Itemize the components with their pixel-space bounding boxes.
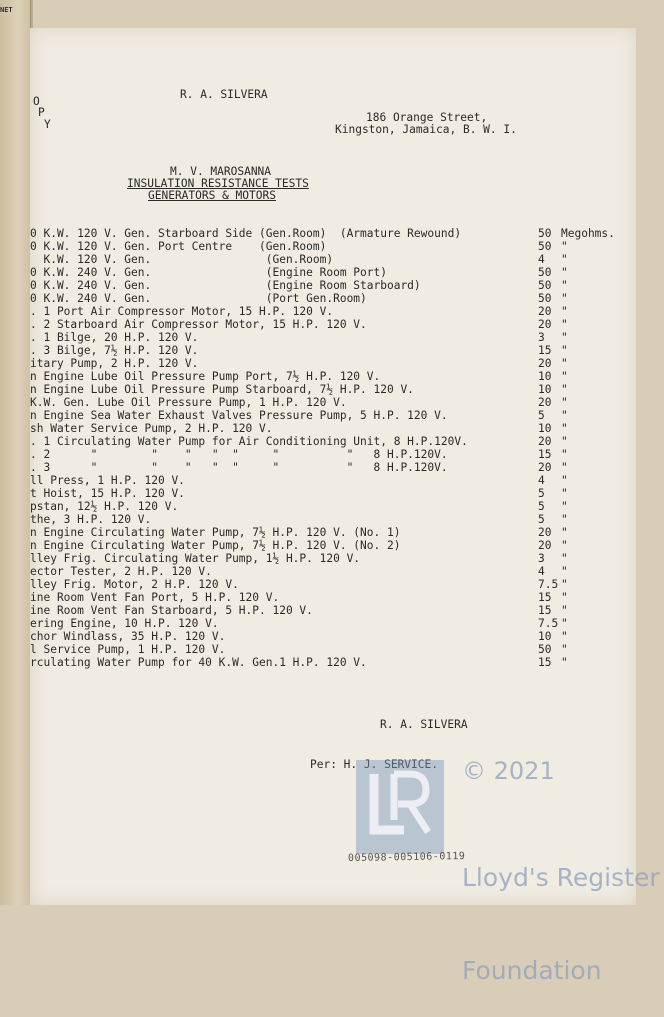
table-row bbox=[30, 474, 636, 487]
row-description: ector Tester, 2 H.P. 120 V. bbox=[30, 565, 212, 578]
table-row bbox=[30, 643, 636, 656]
title-line-2: GENERATORS & MOTORS bbox=[148, 189, 276, 202]
side-mark-p: P bbox=[38, 106, 45, 119]
binding-tag: NET bbox=[0, 6, 13, 14]
watermark-name-line-2: Foundation bbox=[462, 956, 602, 985]
row-description: . 2 " " " " " " " 8 H.P.120V. bbox=[30, 448, 448, 461]
sender-name: R. A. SILVERA bbox=[180, 88, 268, 101]
row-value: 5 bbox=[538, 513, 545, 526]
row-value: 20 bbox=[538, 318, 552, 331]
row-value: 20 bbox=[538, 461, 552, 474]
row-value: 5 bbox=[538, 487, 545, 500]
row-value: 50 bbox=[538, 292, 552, 305]
table-row bbox=[30, 253, 636, 266]
table-row bbox=[30, 266, 636, 279]
row-unit: " bbox=[561, 656, 568, 669]
row-unit: " bbox=[561, 266, 568, 279]
row-value: 3 bbox=[538, 552, 545, 565]
row-description: ine Room Vent Fan Port, 5 H.P. 120 V. bbox=[30, 591, 280, 604]
table-row bbox=[30, 422, 636, 435]
row-description: n Engine Circulating Water Pump, 7½ H.P. 120 V. (No. 1) bbox=[30, 526, 401, 539]
row-unit: " bbox=[561, 331, 568, 344]
row-value: 20 bbox=[538, 435, 552, 448]
row-unit: " bbox=[561, 539, 568, 552]
row-value: 10 bbox=[538, 370, 552, 383]
watermark-name-line-1: Lloyd's Register bbox=[462, 863, 660, 892]
table-row bbox=[30, 344, 636, 357]
row-value: 20 bbox=[538, 539, 552, 552]
row-unit: " bbox=[561, 617, 568, 630]
table-row bbox=[30, 435, 636, 448]
table-row bbox=[30, 240, 636, 253]
table-row bbox=[30, 578, 636, 591]
row-description: 0 K.W. 120 V. Gen. Port Centre (Gen.Room) bbox=[30, 240, 327, 253]
row-description: n Engine Circulating Water Pump, 7½ H.P. 120 V. (No. 2) bbox=[30, 539, 401, 552]
row-unit: " bbox=[561, 305, 568, 318]
row-description: K.W. 120 V. Gen. (Gen.Room) bbox=[30, 253, 334, 266]
row-description: itary Pump, 2 H.P. 120 V. bbox=[30, 357, 199, 370]
row-description: . 3 Bilge, 7½ H.P. 120 V. bbox=[30, 344, 199, 357]
row-value: 15 bbox=[538, 344, 552, 357]
table-row bbox=[30, 448, 636, 461]
watermark-name bbox=[462, 800, 660, 1017]
row-value: 20 bbox=[538, 396, 552, 409]
row-description: the, 3 H.P. 120 V. bbox=[30, 513, 152, 526]
row-unit: " bbox=[561, 435, 568, 448]
row-value: 5 bbox=[538, 500, 545, 513]
row-value: 4 bbox=[538, 565, 545, 578]
table-row bbox=[30, 461, 636, 474]
row-description: t Hoist, 15 H.P. 120 V. bbox=[30, 487, 185, 500]
row-value: 50 bbox=[538, 266, 552, 279]
row-unit: " bbox=[561, 526, 568, 539]
row-value: 20 bbox=[538, 526, 552, 539]
lr-logo-icon bbox=[356, 760, 444, 854]
row-value: 4 bbox=[538, 253, 545, 266]
row-description: pstan, 12½ H.P. 120 V. bbox=[30, 500, 179, 513]
row-unit: " bbox=[561, 357, 568, 370]
row-description: 0 K.W. 240 V. Gen. (Engine Room Starboard) bbox=[30, 279, 421, 292]
row-unit: " bbox=[561, 513, 568, 526]
row-description: K.W. Gen. Lube Oil Pressure Pump, 1 H.P. 120 V. bbox=[30, 396, 347, 409]
row-unit: " bbox=[561, 383, 568, 396]
table-row bbox=[30, 409, 636, 422]
row-description: n Engine Lube Oil Pressure Pump Port, 7½ H.P. 120 V. bbox=[30, 370, 381, 383]
table-row bbox=[30, 487, 636, 500]
row-value: 20 bbox=[538, 357, 552, 370]
row-value: 15 bbox=[538, 656, 552, 669]
row-unit: " bbox=[561, 292, 568, 305]
row-unit: " bbox=[561, 487, 568, 500]
address-line-1: 186 Orange Street, bbox=[366, 111, 488, 124]
row-value: 10 bbox=[538, 630, 552, 643]
row-value: 7.5 bbox=[538, 578, 559, 591]
row-description: . 3 " " " " " " " 8 H.P.120V. bbox=[30, 461, 448, 474]
table-row bbox=[30, 318, 636, 331]
row-description: ering Engine, 10 H.P. 120 V. bbox=[30, 617, 219, 630]
row-description: n Engine Sea Water Exhaust Valves Pressure Pump, 5 H.P. 120 V. bbox=[30, 409, 448, 422]
vessel-name: M. V. MAROSANNA bbox=[170, 165, 272, 178]
row-unit: " bbox=[561, 448, 568, 461]
binding-strip bbox=[0, 0, 31, 905]
table-row bbox=[30, 526, 636, 539]
row-description: 0 K.W. 120 V. Gen. Starboard Side (Gen.Room) (Armature Rewound) bbox=[30, 227, 462, 240]
row-description: 0 K.W. 240 V. Gen. (Port Gen.Room) bbox=[30, 292, 367, 305]
row-value: 50 bbox=[538, 240, 552, 253]
address-line-2: Kingston, Jamaica, B. W. I. bbox=[335, 123, 517, 136]
row-unit: " bbox=[561, 240, 568, 253]
row-value: 50 bbox=[538, 227, 552, 240]
row-value: 10 bbox=[538, 422, 552, 435]
row-unit: " bbox=[561, 630, 568, 643]
table-row bbox=[30, 539, 636, 552]
row-unit: " bbox=[561, 604, 568, 617]
handwritten-reference: 005098-005106-0119 bbox=[347, 850, 466, 865]
row-description: ine Room Vent Fan Starboard, 5 H.P. 120 V. bbox=[30, 604, 313, 617]
row-description: lley Frig. Motor, 2 H.P. 120 V. bbox=[30, 578, 239, 591]
row-description: lley Frig. Circulating Water Pump, 1½ H.P. 120 V. bbox=[30, 552, 361, 565]
table-row bbox=[30, 279, 636, 292]
row-value: 50 bbox=[538, 279, 552, 292]
row-unit: Megohms. bbox=[561, 227, 615, 240]
row-unit: " bbox=[561, 370, 568, 383]
table-row bbox=[30, 370, 636, 383]
row-unit: " bbox=[561, 643, 568, 656]
side-mark-y: Y bbox=[44, 118, 51, 131]
table-row bbox=[30, 396, 636, 409]
table-row bbox=[30, 565, 636, 578]
row-unit: " bbox=[561, 474, 568, 487]
signature-name: R. A. SILVERA bbox=[380, 718, 468, 731]
table-row bbox=[30, 292, 636, 305]
row-value: 15 bbox=[538, 448, 552, 461]
row-description: l Service Pump, 1 H.P. 120 V. bbox=[30, 643, 226, 656]
row-description: . 1 Port Air Compressor Motor, 15 H.P. 120 V. bbox=[30, 305, 334, 318]
row-description: . 2 Starboard Air Compressor Motor, 15 H.P. 120 V. bbox=[30, 318, 367, 331]
table-row bbox=[30, 604, 636, 617]
table-row bbox=[30, 383, 636, 396]
table-row bbox=[30, 500, 636, 513]
table-row bbox=[30, 630, 636, 643]
row-description: . 1 Circulating Water Pump for Air Conditioning Unit, 8 H.P.120V. bbox=[30, 435, 468, 448]
row-unit: " bbox=[561, 552, 568, 565]
row-value: 4 bbox=[538, 474, 545, 487]
side-mark-o: O bbox=[33, 95, 40, 108]
row-value: 7.5 bbox=[538, 617, 559, 630]
table-row bbox=[30, 227, 636, 240]
watermark-year: © 2021 bbox=[462, 757, 555, 785]
table-row bbox=[30, 513, 636, 526]
row-unit: " bbox=[561, 279, 568, 292]
table-row bbox=[30, 591, 636, 604]
row-value: 10 bbox=[538, 383, 552, 396]
row-value: 15 bbox=[538, 591, 552, 604]
table-row bbox=[30, 305, 636, 318]
table-row bbox=[30, 357, 636, 370]
row-unit: " bbox=[561, 500, 568, 513]
row-value: 3 bbox=[538, 331, 545, 344]
row-description: ll Press, 1 H.P. 120 V. bbox=[30, 474, 185, 487]
row-description: chor Windlass, 35 H.P. 120 V. bbox=[30, 630, 226, 643]
row-unit: " bbox=[561, 409, 568, 422]
row-unit: " bbox=[561, 318, 568, 331]
row-description: . 1 Bilge, 20 H.P. 120 V. bbox=[30, 331, 199, 344]
row-unit: " bbox=[561, 253, 568, 266]
row-description: rculating Water Pump for 40 K.W. Gen.1 H.P. 120 V. bbox=[30, 656, 367, 669]
row-unit: " bbox=[561, 422, 568, 435]
title-line-1: INSULATION RESISTANCE TESTS bbox=[127, 177, 309, 190]
row-unit: " bbox=[561, 461, 568, 474]
row-unit: " bbox=[561, 565, 568, 578]
row-description: n Engine Lube Oil Pressure Pump Starboard, 7½ H.P. 120 V. bbox=[30, 383, 414, 396]
row-unit: " bbox=[561, 344, 568, 357]
table-row bbox=[30, 552, 636, 565]
row-value: 50 bbox=[538, 643, 552, 656]
row-unit: " bbox=[561, 396, 568, 409]
row-value: 5 bbox=[538, 409, 545, 422]
row-description: sh Water Service Pump, 2 H.P. 120 V. bbox=[30, 422, 273, 435]
row-description: 0 K.W. 240 V. Gen. (Engine Room Port) bbox=[30, 266, 387, 279]
table-row bbox=[30, 331, 636, 344]
row-unit: " bbox=[561, 578, 568, 591]
row-unit: " bbox=[561, 591, 568, 604]
table-row bbox=[30, 656, 636, 669]
signature-per: Per: H. J. SERVICE. bbox=[310, 758, 438, 771]
row-value: 15 bbox=[538, 604, 552, 617]
table-row bbox=[30, 617, 636, 630]
row-value: 20 bbox=[538, 305, 552, 318]
